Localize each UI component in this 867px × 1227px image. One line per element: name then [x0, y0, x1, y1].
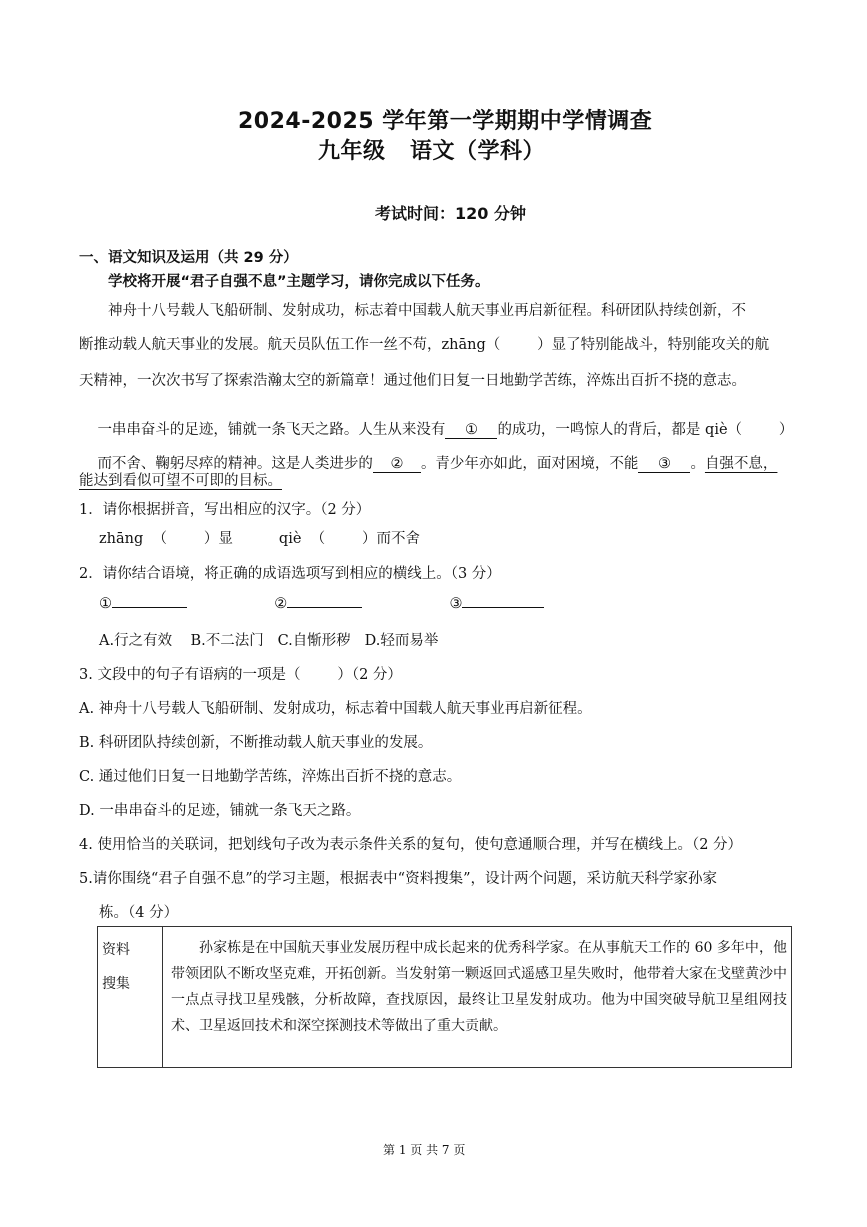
material-table-content: 孙家栋是在中国航天事业发展历程中成长起来的优秀科学家。在从事航天工作的 60 多年中，他带领团队不断攻坚克难，开拓创新。当发射第一颗返回式遥感卫星失败时，他带着大家在戈壁黄沙中一点点寻找卫星残骸，分析故障，查找原因，最终让卫星发射成功。他为中国突破导航卫星组网技术、卫星返回技术和深空探测技术等做出了重大贡献。 — [163, 927, 792, 1068]
passage-line-2: 断推动载人航天事业的发展。航天员队伍工作一丝不苟，zhāng（ ）显了特别能战斗，特别能攻关的航 — [79, 337, 770, 353]
question-5-cont: 栋。（4 分） — [99, 905, 179, 921]
section-heading: 一、语文知识及运用（共 29 分） — [79, 250, 298, 266]
question-2-blanks — [99, 595, 559, 612]
answer-blank-2[interactable] — [287, 595, 362, 608]
question-2: 2．请你结合语境，将正确的成语选项写到相应的横线上。（3 分） — [79, 566, 501, 582]
question-5: 5.请你围绕“君子自强不息”的学习主题，根据表中“资料搜集”，设计两个问题，采访航天科学家孙家 — [79, 871, 717, 887]
page-footer: 第 1 页 共 7 页 — [383, 1143, 466, 1157]
passage-text: 一串串奋斗的足迹，铺就一条飞天之路。人生从来没有 — [97, 422, 446, 438]
material-table — [97, 926, 792, 1068]
material-table-label: 资料 搜集 — [98, 927, 163, 1068]
answer-blank-3-label: ③ — [449, 596, 463, 612]
question-1: 1．请你根据拼音，写出相应的汉字。（2 分） — [79, 502, 371, 518]
blank-2: ② — [373, 456, 421, 473]
passage-line-1: 神舟十八号载人飞船研制、发射成功，标志着中国载人航天事业再启新征程。科研团队持续创新，不 — [108, 303, 746, 319]
exam-title: 2024-2025 学年第一学期期中学情调查 — [238, 109, 653, 134]
exam-subtitle: 九年级 语文（学科） — [318, 139, 545, 164]
passage-text: 。 — [690, 456, 705, 472]
question-3: 3. 文段中的句子有语病的一项是（ ）（2 分） — [79, 667, 402, 683]
blank-3: ③ — [638, 456, 690, 473]
answer-blank-1-label: ① — [99, 596, 112, 612]
question-4: 4. 使用恰当的关联词，把划线句子改为表示条件关系的复句，使句意通顺合理，并写在横线上。（2 分） — [79, 837, 743, 853]
question-3-option-b: B. 科研团队持续创新，不断推动载人航天事业的发展。 — [79, 735, 433, 751]
question-3-option-a: A. 神舟十八号载人飞船研制、发射成功，标志着中国载人航天事业再启新征程。 — [79, 701, 592, 717]
blank-1: ① — [445, 422, 497, 439]
answer-blank-1[interactable] — [112, 595, 187, 608]
question-2-options: A.行之有效 B.不二法门 C.自惭形秽 D.轻而易举 — [99, 633, 439, 649]
underlined-sentence: 自强不息， — [704, 456, 778, 472]
answer-blank-3[interactable] — [462, 595, 544, 608]
exam-time: 考试时间：120 分钟 — [375, 204, 526, 223]
passage-line-3: 天精神，一次次书写了探索浩瀚太空的新篇章！通过他们日复一日地勤学苦练，淬炼出百折不挠的意志。 — [79, 373, 746, 389]
passage-text: 。青少年亦如此，面对困境，不能 — [420, 456, 639, 472]
section-intro: 学校将开展“君子自强不息”主题学习，请你完成以下任务。 — [108, 274, 490, 290]
passage-text: 而不舍、鞠躬尽瘁的精神。这是人类进步的 — [97, 456, 373, 472]
answer-blank-2-label: ② — [274, 596, 288, 612]
passage-text: 的成功，一鸣惊人的背后，都是 qiè（ ） — [497, 422, 794, 438]
question-3-option-c: C. 通过他们日复一日地勤学苦练，淬炼出百折不挠的意志。 — [79, 769, 462, 785]
underlined-sentence-cont: 能达到看似可望不可即的目标。 — [79, 473, 282, 489]
question-1-answers: zhāng （ ）显 qiè （ ）而不舍 — [99, 531, 421, 547]
question-3-option-d: D. 一串串奋斗的足迹，铺就一条飞天之路。 — [79, 803, 361, 819]
